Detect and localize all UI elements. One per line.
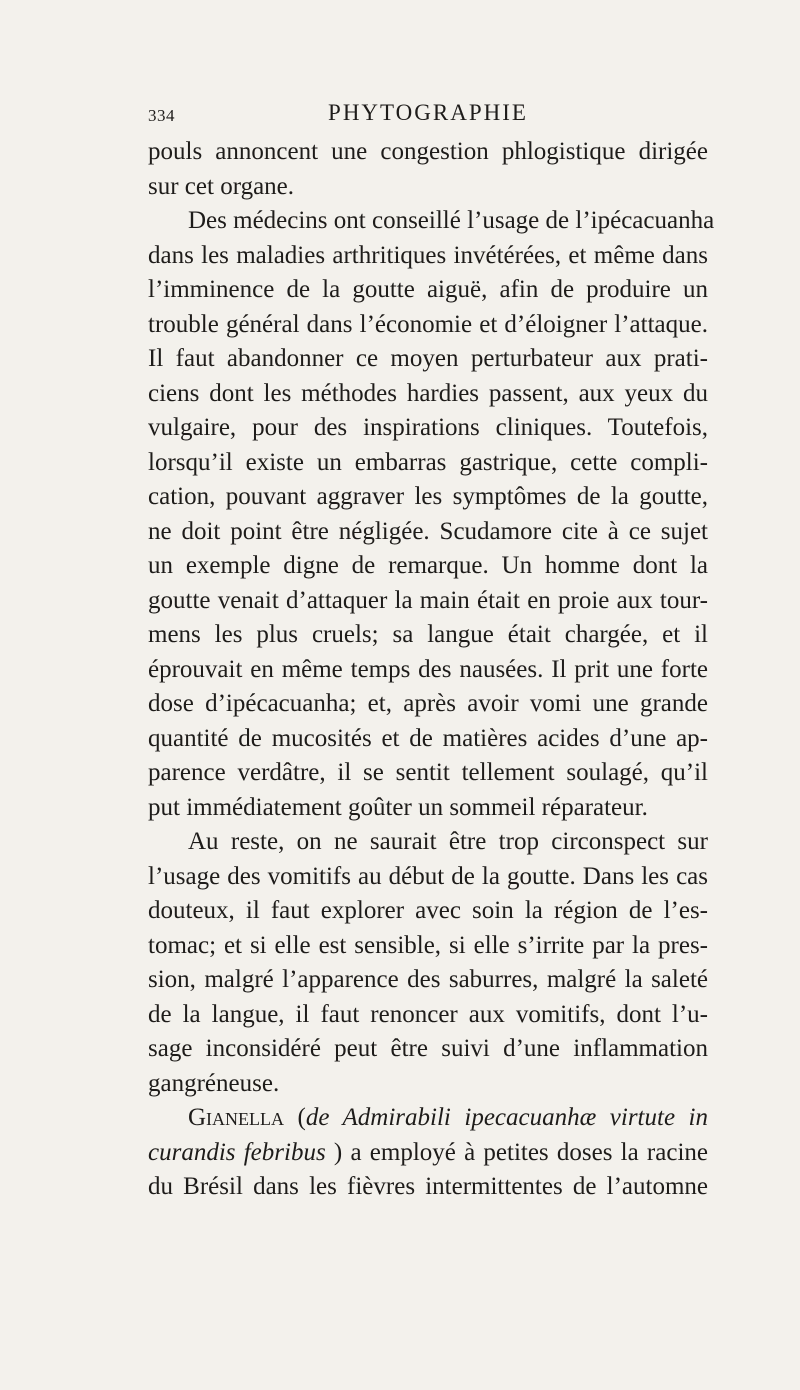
text-line: sur cet organe. (148, 172, 295, 200)
text-line: tomac; et si elle est sensible, si elle s’irrite par la pres- (148, 931, 708, 959)
text-line: un exemple digne de remarque. Un homme dont la (148, 552, 708, 579)
text-line: Au reste, on ne saurait être trop circonspect sur (188, 828, 708, 855)
text-line: put immédiatement goûter un sommeil réparateur. (148, 793, 648, 821)
text-line: éprouvait en même temps des nausées. Il prit une forte (148, 655, 708, 683)
text-line: trouble général dans l’économie et d’éloigner l’attaque. (148, 310, 708, 338)
page-number: 334 (148, 106, 175, 125)
text-line: ne doit point être négligée. Scudamore cite à ce sujet (148, 517, 708, 545)
citation-title: de Admirabili ipecacuanhæ virtute in (305, 1104, 708, 1131)
text-line: goutte venait d’attaquer la main était en proie aux tour- (148, 586, 708, 614)
running-title: PHYTOGRAPHIE (328, 100, 528, 125)
text-line: Il faut abandonner ce moyen perturbateur aux prati- (148, 345, 708, 372)
text-line: parence verdâtre, il se sentit tellement soulagé, qu’il (148, 759, 708, 786)
text-line: douteux, il faut explorer avec soin la région de l’es- (148, 897, 708, 924)
text-line: gangréneuse. (148, 1069, 280, 1097)
text-line: dans les maladies arthritiques invétérées, et même dans (148, 241, 708, 269)
text-line: de la langue, il faut renoncer aux vomitifs, dont l’u- (148, 1000, 708, 1028)
text-line: Des médecins ont conseillé l’usage de l’ipécacuanha (188, 207, 715, 234)
page-header (148, 100, 708, 130)
text-line: du Brésil dans les fièvres intermittentes de l’automne (148, 1173, 708, 1200)
text-line: l’usage des vomitifs au début de la goutte. Dans les cas (148, 862, 708, 890)
body-text (148, 135, 715, 1205)
citation-line (148, 1136, 708, 1171)
citation-title-continued: curandis febribus (148, 1138, 326, 1166)
text-line: cation, pouvant aggraver les symptômes de la goutte, (148, 483, 708, 510)
text-line: l’imminence de la goutte aiguë, afin de produire un (148, 276, 708, 303)
citation-line (148, 1101, 708, 1136)
text-line: lorsqu’il existe un embarras gastrique, cette compli- (148, 448, 708, 476)
citation-text: ) a employé à petites doses la racine (333, 1138, 708, 1166)
text-line: sion, malgré l’apparence des saburres, malgré la saleté (148, 966, 708, 993)
citation-open-paren: ( (297, 1104, 306, 1131)
text-line: mens les plus cruels; sa langue était chargée, et il (148, 621, 708, 648)
text-line: sage inconsidéré peut être suivi d’une inflammation (148, 1035, 708, 1062)
text-line: vulgaire, pour des inspirations cliniques. Toutefois, (148, 414, 708, 441)
text-line: ciens dont les méthodes hardies passent, aux yeux du (148, 379, 708, 407)
text-line: pouls annoncent une congestion phlogistique dirigée (148, 138, 708, 165)
text-line: dose d’ipécacuanha; et, après avoir vomi une grande (148, 690, 708, 717)
text-line: quantité de mucosités et de matières acides d’une ap- (148, 724, 708, 752)
citation-author: Gianella (188, 1104, 285, 1131)
